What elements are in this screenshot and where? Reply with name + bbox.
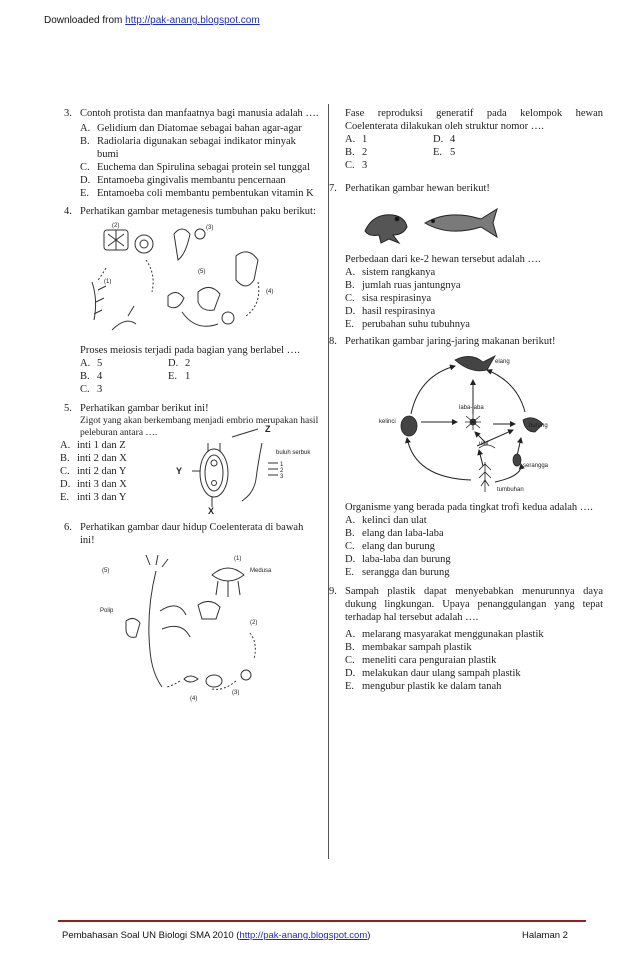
web-label-elang: elang (495, 359, 510, 365)
header-prefix: Downloaded from (44, 15, 123, 26)
web-label-kelinci: kelinci (379, 419, 396, 425)
q5-options (60, 439, 127, 504)
fern-label-1: (1) (104, 279, 112, 285)
footer-left: Pembahasan Soal UN Biologi SMA 2010 (http://pak-anang.blogspot.com) (62, 930, 371, 941)
question-8: 8. Perhatikan gambar jaring-jaring makanan berikut! (329, 335, 603, 348)
ovule-drawing (172, 423, 322, 515)
coelenterata-cycle-figure (86, 551, 276, 703)
web-label-serangga: serangga (523, 463, 549, 469)
q8-options (345, 514, 603, 579)
question-7: 7. Perhatikan gambar hewan berikut! (329, 182, 603, 195)
q8-stem: Perhatikan gambar jaring-jaring makanan berikut! (345, 336, 556, 347)
q6-continued (345, 107, 603, 172)
q8-option-d: D. laba-laba dan burung (345, 554, 451, 565)
q7-options (345, 266, 603, 331)
q8-after: Organisme yang berada pada tingkat trofi kedua adalah …. (345, 502, 593, 513)
fern-cycle-drawing (86, 220, 291, 342)
q4-stem: Perhatikan gambar metagenesis tumbuhan paku berikut: (80, 206, 316, 217)
q9-option-b: B. membakar sampah plastik (345, 642, 472, 653)
coel-label-5: (5) (102, 568, 110, 574)
ovule-label-y: Y (176, 466, 183, 476)
web-label-tumbuhan: tumbuhan (497, 487, 524, 493)
q6-option-e: E. 5 (433, 147, 456, 158)
fern-label-2: (2) (112, 223, 120, 229)
q4-option-d: D. 2 (168, 358, 191, 369)
q5-option-b: B. inti 2 dan X (60, 453, 127, 464)
animals-figure (359, 201, 603, 249)
q6-options (345, 133, 603, 172)
coel-label-polip: Polip (100, 608, 114, 614)
footer-link[interactable]: http://pak-anang.blogspot.com (239, 930, 368, 941)
question-4: 4. Perhatikan gambar metagenesis tumbuhan paku berikut: (2) (3) (5) (1) (4) Proses meiosis terjadi pada bagian yang berlabel …. A. 5 D. 2 B. 4 E. 1 C. 3 (64, 205, 319, 396)
q6-stem: Perhatikan gambar daur hidup Coelenterata di bawah ini! (80, 522, 304, 546)
web-label-burung: burung (529, 423, 548, 429)
frog-and-fish-drawing (359, 201, 509, 247)
q8-option-e: E. serangga dan burung (345, 567, 450, 578)
q6-option-a: A. 1 (345, 134, 368, 145)
question-5: 5. Perhatikan gambar berikut ini! Zigot yang akan berkembang menjadi embrio merupakan hasil peleburan antara …. (64, 403, 319, 438)
footer-page-number: Halaman 2 (522, 930, 568, 941)
fern-label-4: (4) (266, 289, 274, 295)
fern-label-5: (5) (198, 269, 206, 275)
ovule-label-tube: buluh serbuk (276, 450, 311, 456)
coel-label-2: (2) (250, 620, 258, 626)
header-link[interactable]: http://pak-anang.blogspot.com (125, 15, 260, 26)
q3-option-b: B. Radiolaria digunakan sebagai indikator minyak bumi (80, 136, 296, 160)
q5-stem: Perhatikan gambar berikut ini! (80, 403, 209, 414)
q7-stem: Perhatikan gambar hewan berikut! (345, 183, 490, 194)
q3-option-c: C. Euchema dan Spirulina sebagai protein sel tunggal (80, 162, 310, 173)
q3-option-d: D. Entamoeba gingivalis membantu pencernaan (80, 175, 286, 186)
left-column (60, 107, 319, 703)
q6-option-b: B. 2 (345, 147, 368, 158)
question-3: 3. Contoh protista dan manfaatnya bagi manusia adalah …. A. Gelidium dan Diatomae sebagai bahan agar-agar B. Radiolaria digunakan sebagai indikator minyak bumi C. Euchema dan Spirulina sebagai protein sel tunggal D. Entamoeba gingivalis membantu pencernaan E. Entamoeba coli membantu pembentukan vitamin K (64, 108, 319, 199)
coel-label-medusa: Medusa (250, 568, 272, 574)
right-column (329, 107, 603, 693)
ovule-label-2: 2 (280, 468, 284, 474)
ovule-label-z: Z (265, 424, 271, 434)
q7-option-b: B. jumlah ruas jantungnya (345, 280, 461, 291)
q9-option-e: E. mengubur plastik ke dalam tanah (345, 681, 502, 692)
q8-option-b: B. elang dan laba-laba (345, 528, 444, 539)
food-web-figure (375, 352, 555, 497)
ovule-label-x: X (208, 506, 215, 516)
q5-option-a: A. inti 1 dan Z (60, 440, 126, 451)
q9-option-c: C. meneliti cara penguraian plastik (345, 655, 497, 666)
q9-options (345, 628, 603, 693)
ovule-label-3: 3 (280, 474, 284, 480)
fern-label-3: (3) (206, 225, 214, 231)
q4-options (80, 357, 319, 396)
coel-label-1: (1) (234, 556, 242, 562)
q8-option-a: A. kelinci dan ulat (345, 515, 427, 526)
q7-option-c: C. sisa respirasinya (345, 293, 432, 304)
q9-stem: Sampah plastik dapat menyebabkan menurunnya daya dukung lingkungan. Upaya penanggulangan yang tepat terhadap hal tersebut adalah …. (345, 586, 603, 623)
fern-metagenesis-figure (86, 220, 291, 342)
q9-option-a: A. melarang masyarakat menggunakan plastik (345, 629, 544, 640)
q5-option-c: C. inti 2 dan Y (60, 466, 127, 477)
q7-option-a: A. sistem rangkanya (345, 267, 436, 278)
q4-option-e: E. 1 (168, 371, 191, 382)
web-label-labalaba: laba-laba (459, 405, 484, 411)
q6-option-d: D. 4 (433, 134, 456, 145)
q7-after: Perbedaan dari ke-2 hewan tersebut adalah …. (345, 254, 541, 265)
coelenterata-drawing (86, 551, 276, 703)
food-web-drawing (375, 352, 555, 497)
q5-option-d: D. inti 3 dan X (60, 479, 127, 490)
footer-rule (58, 920, 586, 922)
q3-option-a: A. Gelidium dan Diatomae sebagai bahan agar-agar (80, 123, 302, 134)
page-header (44, 15, 260, 26)
ovule-label-1: 1 (280, 462, 284, 468)
q6-cont-text: Fase reproduksi generatif pada kelompok hewan Coelenterata dilakukan oleh struktur nomor …. (345, 108, 603, 132)
q4-option-c: C. 3 (80, 384, 103, 395)
coel-label-3: (3) (232, 690, 240, 696)
question-9: 9. Sampah plastik dapat menyebabkan menurunnya daya dukung lingkungan. Upaya penanggulangan yang tepat terhadap hal tersebut adalah …. A. melarang masyarakat menggunakan plastik B. membakar sampah plastik C. meneliti cara penguraian plastik D. melakukan daur ulang sampah plastik E. mengubur plastik ke dalam tanah (329, 586, 603, 692)
column-divider (328, 104, 329, 859)
q4-option-b: B. 4 (80, 371, 103, 382)
web-label-ulat: ulat (479, 441, 489, 447)
question-6: 6. Perhatikan gambar daur hidup Coelenterata di bawah ini! (1) Medusa (5) Polip (2) (3) (4) (64, 521, 319, 703)
coel-label-4: (4) (190, 696, 198, 702)
q8-option-c: C. elang dan burung (345, 541, 435, 552)
q9-option-d: D. melakukan daur ulang sampah plastik (345, 668, 521, 679)
q4-after: Proses meiosis terjadi pada bagian yang berlabel …. (80, 345, 300, 356)
q4-option-a: A. 5 (80, 358, 103, 369)
q6-option-c: C. 3 (345, 160, 368, 171)
q5-stem2: Zigot yang akan berkembang menjadi embrio merupakan hasil peleburan antara …. (80, 416, 319, 438)
q7-option-d: D. hasil respirasinya (345, 306, 436, 317)
q7-option-e: E. perubahan suhu tubuhnya (345, 319, 470, 330)
q3-stem: Contoh protista dan manfaatnya bagi manusia adalah …. (80, 108, 319, 119)
q5-option-e: E. inti 3 dan Y (60, 492, 127, 503)
q3-option-e: E. Entamoeba coli membantu pembentukan vitamin K (80, 188, 314, 199)
ovule-figure (172, 423, 322, 515)
